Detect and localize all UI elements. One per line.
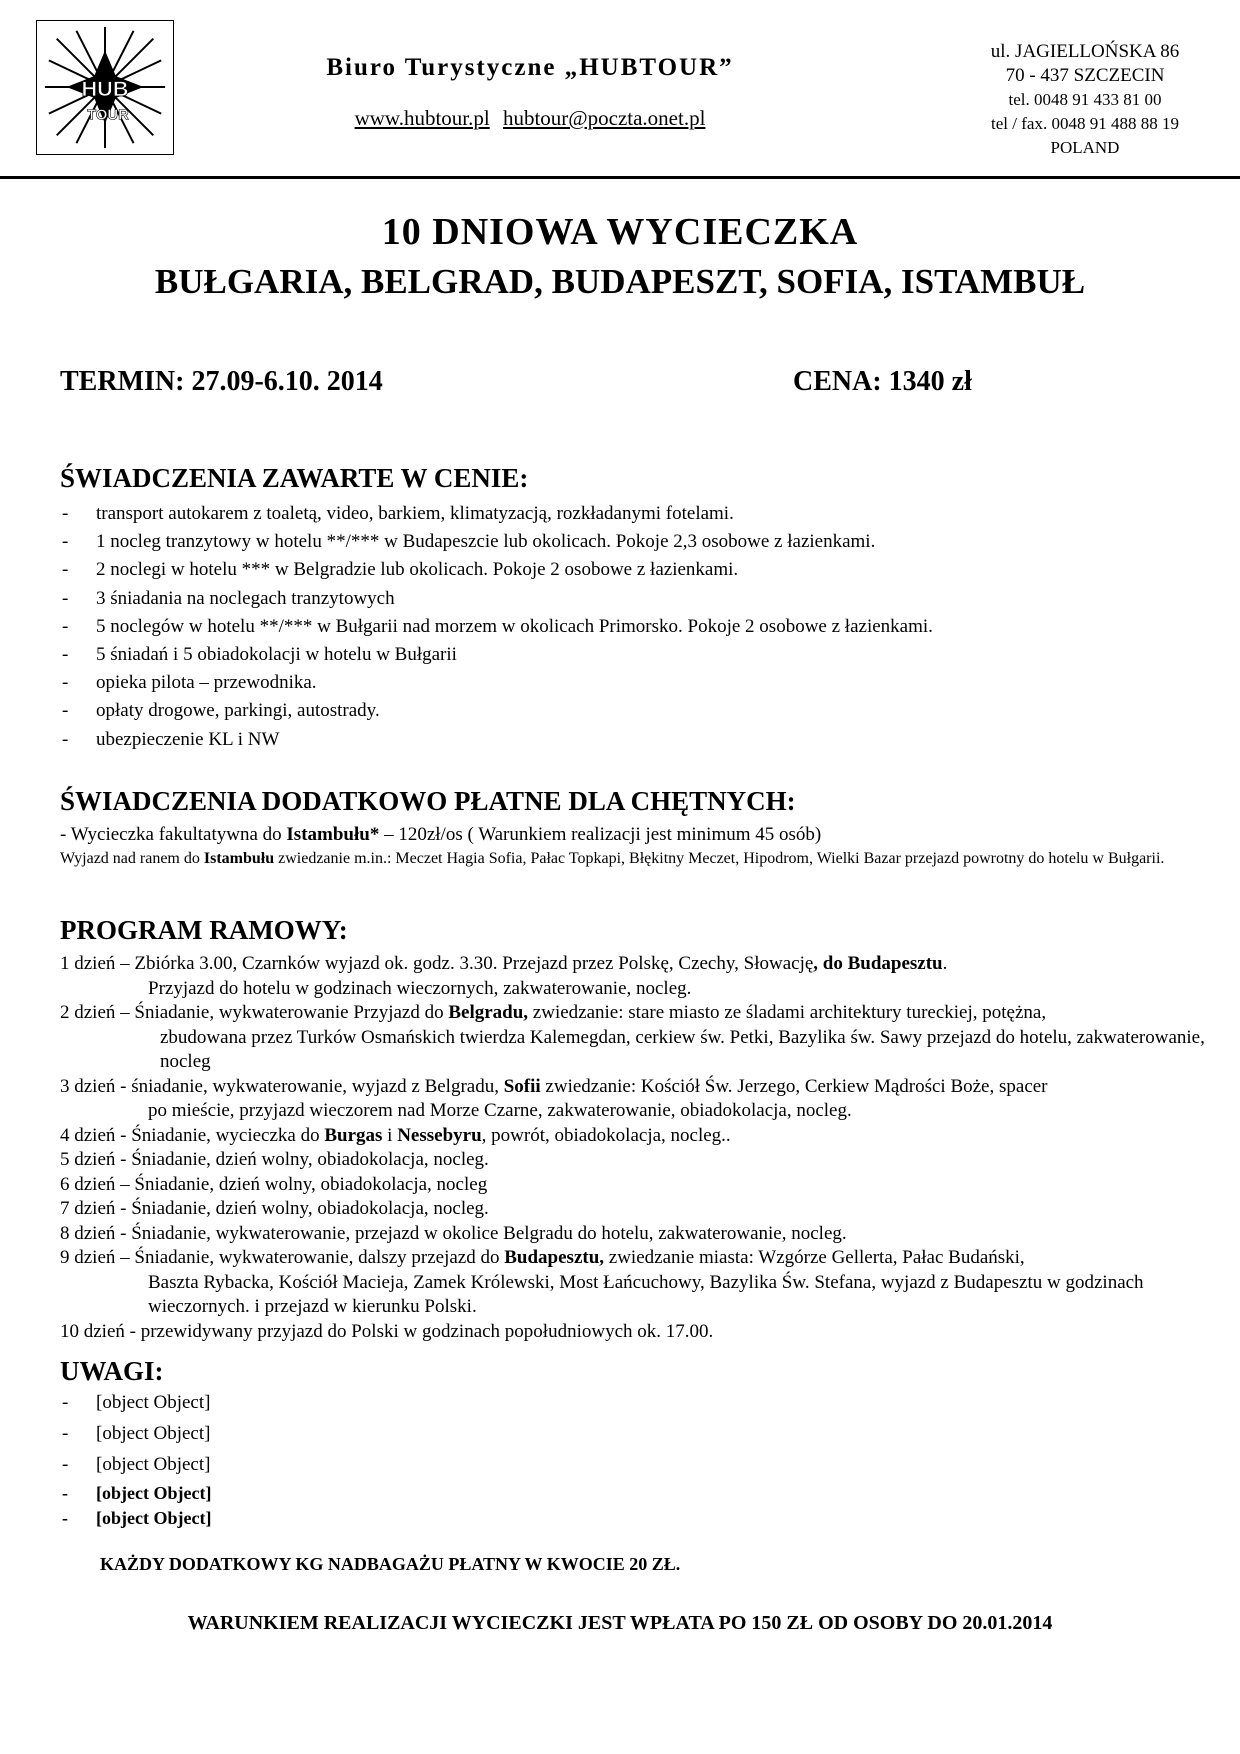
svg-text:HUB: HUB (81, 75, 129, 101)
page-subtitle: BUŁGARIA, BELGRAD, BUDAPESZT, SOFIA, ISTAMBUŁ (154, 262, 1086, 301)
website-link[interactable]: www.hubtour.pl (354, 106, 490, 130)
program-day: 9 dzień – Śniadanie, wykwaterowanie, dalszy przejazd do Budapesztu, zwiedzanie miasta: Wzgórze Gellerta, Pałac Budański, Baszta Rybacka, Kościół Macieja, Zamek Królewski, Most Łańcuchowy, Bazylika Św. Stefana, wyjazd z Budapesztu w godzinach wieczornych. i przejazd w kierunku Polski. (60, 1247, 1144, 1317)
agency-name: Biuro Turystyczne „HUBTOUR” (326, 54, 734, 81)
program-day: 10 dzień - przewidywany przyjazd do Polski w godzinach popołudniowych ok. 17.00. (60, 1320, 714, 1342)
program-day: 7 dzień - Śniadanie, dzień wolny, obiadokolacja, nocleg. (60, 1198, 489, 1219)
list-item: - [object Object] (60, 1390, 1200, 1415)
program-day: 1 dzień – Zbiórka 3.00, Czarnków wyjazd ok. godz. 3.30. Przejazd przez Polskę, Czechy, Słowację, do Budapesztu. Przyjazd do hotelu w godzinach wieczornych, zakwaterowanie, nocleg. (60, 953, 948, 999)
address-block (950, 40, 1220, 160)
agency-links (180, 106, 880, 131)
trip-price: CENA: 1340 zł (793, 366, 972, 397)
extra-heading: ŚWIADCZENIA DODATKOWO PŁATNE DLA CHĘTNYCH: (60, 786, 796, 816)
list-item: - [object Object] (60, 1452, 1200, 1477)
list-item: - 5 śniadań i 5 obiadokolacji w hotelu w Bułgarii (60, 641, 1200, 669)
list-item: - 3 śniadania na noclegach tranzytowych (60, 585, 1200, 613)
program-day: 5 dzień - Śniadanie, dzień wolny, obiadokolacja, nocleg. (60, 1149, 489, 1170)
program-day: 2 dzień – Śniadanie, wykwaterowanie Przyjazd do Belgradu, zwiedzanie: stare miasto ze śladami architektury tureckiej, potężna, zbudowana przez Turków Osmańskich twierdza Kalemegdan, cerkiew św. Petki, Bazylika św. Sawy przejazd do hotelu, zakwaterowanie, nocleg (60, 1002, 1205, 1072)
svg-text:TOUR: TOUR (87, 107, 129, 124)
address-line: tel / fax. 0048 91 488 88 19 (991, 114, 1179, 133)
list-item: - [object Object] (60, 1481, 1200, 1506)
page-title: 10 DNIOWA WYCIECZKA (381, 211, 859, 253)
extra-line-2: Wyjazd nad ranem do Istambułu zwiedzanie m.in.: Meczet Hagia Sofia, Pałac Topkapi, Błękitny Meczet, Hipodrom, Wielki Bazar przejazd powrotny do hotelu w Bułgarii. (60, 850, 1165, 867)
address-line: 70 - 437 SZCZECIN (1005, 65, 1165, 86)
address-line: POLAND (1050, 138, 1120, 157)
hubtour-logo (36, 20, 174, 155)
address-line: tel. 0048 91 433 81 00 (1008, 90, 1162, 109)
list-item: - 5 noclegów w hotelu **/*** w Bułgarii nad morzem w okolicach Primorsko. Pokoje 2 osobowe z łazienkami. (60, 613, 1200, 641)
list-item: - 1 nocleg tranzytowy w hotelu **/*** w Budapeszcie lub okolicach. Pokoje 2,3 osobowe z łazienkami. (60, 528, 1200, 556)
trip-term: TERMIN: 27.09-6.10. 2014 (60, 366, 383, 397)
payment-condition: WARUNKIEM REALIZACJI WYCIECZKI JEST WPŁATA PO 150 ZŁ OD OSOBY DO 20.01.2014 (187, 1612, 1053, 1634)
header-divider (0, 176, 1240, 179)
program-heading: PROGRAM RAMOWY: (60, 915, 348, 945)
star-logo-icon (37, 21, 173, 154)
list-item: - [object Object] (60, 1421, 1200, 1446)
notes-heading: UWAGI: (60, 1356, 164, 1386)
program-day: 6 dzień – Śniadanie, dzień wolny, obiadokolacja, nocleg (60, 1173, 488, 1195)
list-item: - 2 noclegi w hotelu *** w Belgradzie lub okolicach. Pokoje 2 osobowe z łazienkami. (60, 556, 1200, 584)
address-line: ul. JAGIELLOŃSKA 86 (990, 41, 1180, 62)
list-item: - transport autokarem z toaletą, video, barkiem, klimatyzacją, rozkładanymi fotelami. (60, 500, 1200, 528)
notes-list (60, 1390, 1200, 1531)
email-link[interactable]: hubtour@poczta.onet.pl (502, 106, 706, 130)
list-item: - opieka pilota – przewodnika. (60, 669, 1200, 697)
baggage-fee-note: KAŻDY DODATKOWY KG NADBAGAŻU PŁATNY W KWOCIE 20 ZŁ. (100, 1554, 681, 1574)
list-item: - ubezpieczenie KL i NW (60, 726, 1200, 754)
program-day: 3 dzień - śniadanie, wykwaterowanie, wyjazd z Belgradu, Sofii zwiedzanie: Kościół Św. Jerzego, Cerkiew Mądrości Boże, spacer po mieście, przyjazd wieczorem nad Morze Czarne, zakwaterowanie, obiadokolacja, nocleg. (60, 1075, 1048, 1121)
extra-services (60, 823, 1210, 870)
list-item: - [object Object] (60, 1506, 1200, 1531)
program-day: 4 dzień - Śniadanie, wycieczka do Burgas i Nessebyru, powrót, obiadokolacja, nocleg.. (60, 1124, 731, 1146)
list-item: - opłaty drogowe, parkingi, autostrady. (60, 697, 1200, 725)
program-day: 8 dzień - Śniadanie, wykwaterowanie, przejazd w okolice Belgradu do hotelu, zakwaterowanie, nocleg. (60, 1222, 847, 1244)
included-heading: ŚWIADCZENIA ZAWARTE W CENIE: (60, 463, 529, 493)
included-list (60, 500, 1200, 754)
program-list (60, 952, 1210, 1344)
extra-line-1: - Wycieczka fakultatywna do Istambułu* – 120zł/os ( Warunkiem realizacji jest minimum 45 osób) (60, 824, 822, 845)
